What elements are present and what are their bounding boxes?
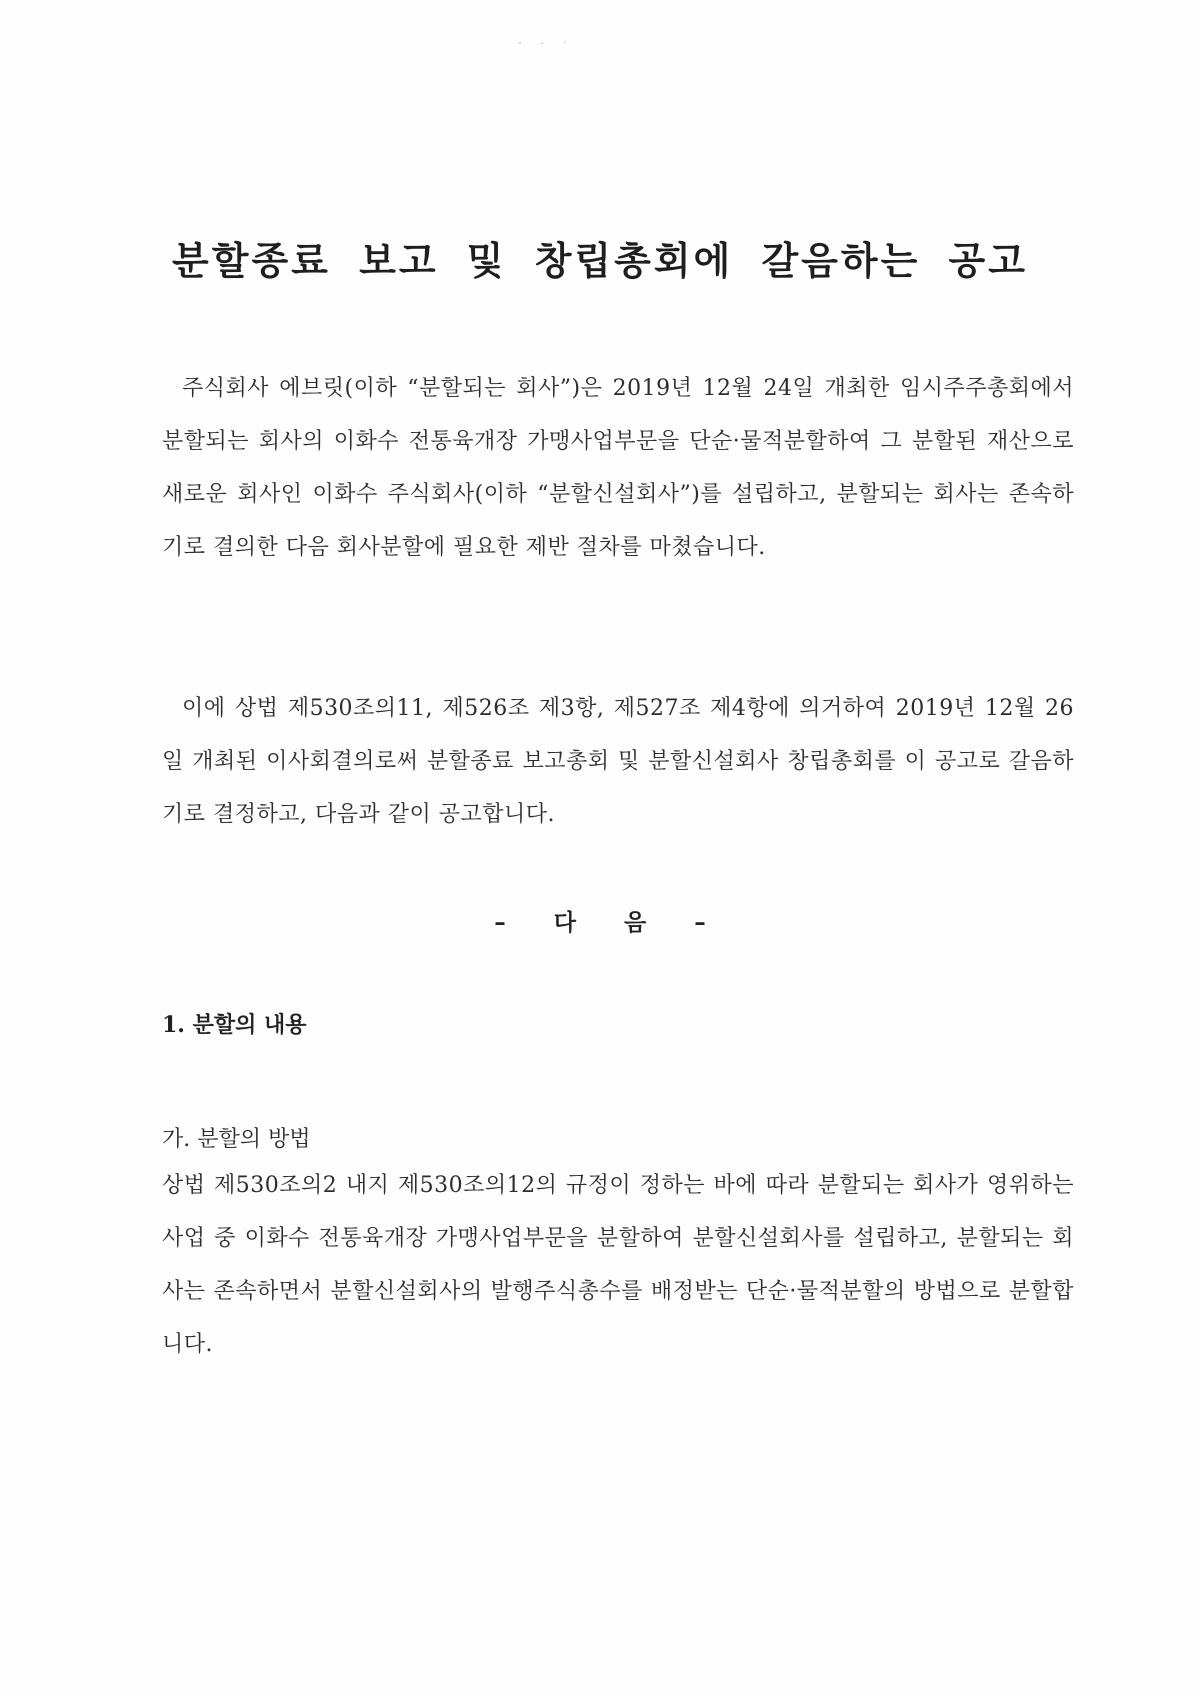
subsection-heading: 가. 분할의 방법 [162, 1127, 311, 1152]
section-heading: 1. 분할의 내용 [162, 1012, 307, 1038]
resolution-paragraph: 이에 상법 제530조의11, 제526조 제3항, 제527조 제4항에 의거하여 2019년 12월 26일 개최된 이사회결의로써 분할종료 보고총회 및 분할신설회사 창립총회를 이 공고로 갈음하기로 결정하고, 다음과 같이 공고합니다. [162, 696, 1074, 827]
page-title: 분할종료 보고 및 창립총회에 갈음하는 공고 [172, 238, 1028, 283]
subsection-body: 상법 제530조의2 내지 제530조의12의 규정이 정하는 바에 따라 분할되는 회사가 영위하는 사업 중 이화수 전통육개장 가맹사업부문을 분할하여 분할신설회사를 설립하고, 분할되는 회사는 존속하면서 분할신설회사의 발행주식총수를 배정받는 단순·물적분할의 방법으로 분할합니다. [162, 1173, 1074, 1357]
intro-paragraph: 주식회사 에브릿(이하 “분할되는 회사”)은 2019년 12월 24일 개최한 임시주주총회에서 분할되는 회사의 이화수 전통육개장 가맹사업부문을 단순·물적분할하여 그 분할된 재산으로 새로운 회사인 이화수 주식회사(이하 “분할신설회사”)를 설립하고, 분할되는 회사는 존속하기로 결의한 다음 회사분할에 필요한 제반 절차를 마쳤습니다. [162, 376, 1074, 560]
scan-mark: - - · [518, 38, 575, 49]
notice-heading: – 다 음 – [494, 909, 706, 936]
